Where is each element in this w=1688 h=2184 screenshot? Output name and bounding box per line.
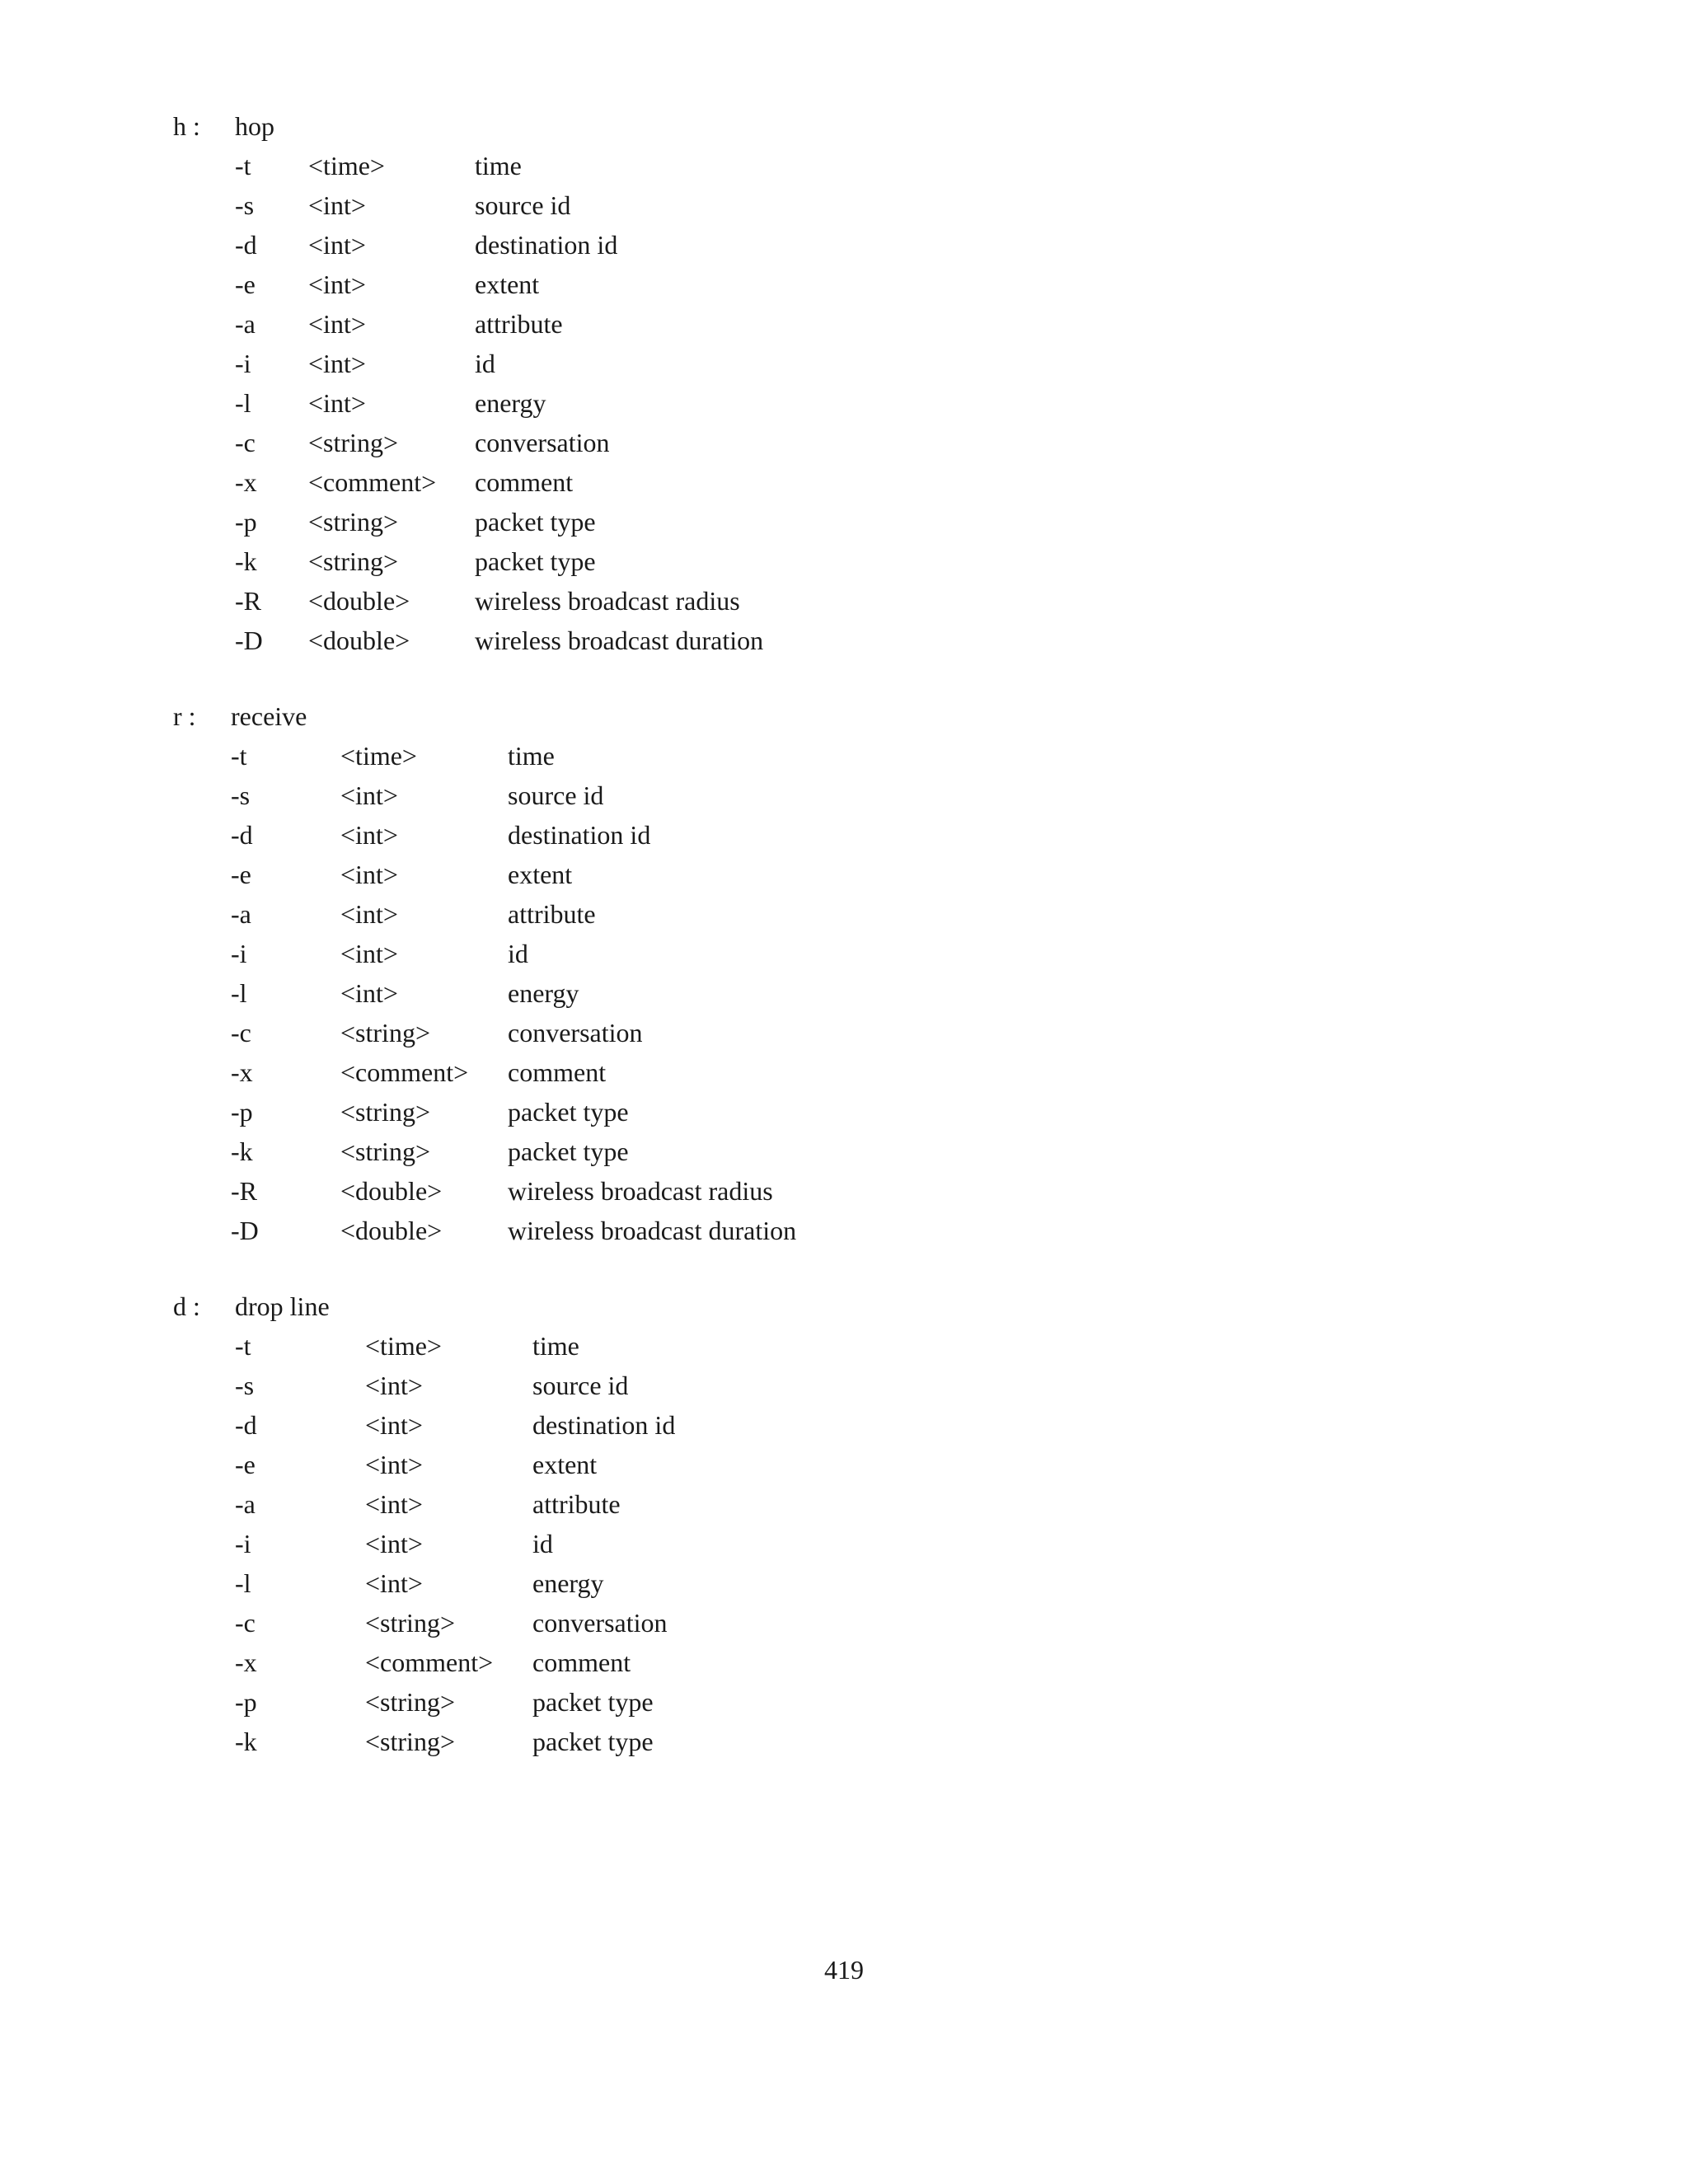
option-flag: -a	[231, 899, 251, 929]
option-row	[0, 1682, 1688, 1722]
event-code: r :	[173, 701, 196, 731]
option-description: wireless broadcast duration	[475, 626, 764, 655]
option-type: <time>	[365, 1331, 442, 1361]
option-row	[0, 502, 1688, 541]
option-description: extent	[508, 860, 573, 889]
option-flag: -i	[235, 349, 251, 378]
option-list	[0, 1326, 1688, 1761]
option-flag: -D	[231, 1216, 259, 1245]
option-description: destination id	[475, 230, 618, 260]
option-flag: -d	[235, 1410, 257, 1440]
option-row	[0, 621, 1688, 660]
option-row	[0, 1132, 1688, 1171]
option-type: <string>	[308, 428, 398, 457]
option-description: destination id	[508, 820, 651, 850]
option-type: <string>	[340, 1137, 430, 1166]
option-type: <int>	[308, 190, 366, 220]
option-description: packet type	[532, 1727, 654, 1756]
option-row	[0, 265, 1688, 304]
option-type: <string>	[365, 1687, 455, 1717]
option-description: source id	[532, 1371, 629, 1400]
option-flag: -e	[235, 269, 256, 299]
option-row	[0, 146, 1688, 185]
option-description: packet type	[508, 1137, 629, 1166]
option-type: <int>	[308, 309, 366, 339]
option-description: attribute	[475, 309, 563, 339]
option-flag: -a	[235, 309, 256, 339]
option-type: <int>	[365, 1529, 423, 1558]
option-type: <string>	[365, 1608, 455, 1638]
option-flag: -e	[235, 1450, 256, 1479]
option-description: packet type	[475, 507, 596, 537]
option-type: <int>	[365, 1450, 423, 1479]
option-row	[0, 815, 1688, 855]
option-description: comment	[475, 467, 574, 497]
option-row	[0, 383, 1688, 423]
option-row	[0, 1445, 1688, 1484]
option-description: id	[508, 939, 528, 968]
option-description: energy	[532, 1568, 604, 1598]
option-flag: -t	[231, 741, 247, 771]
option-type: <double>	[308, 626, 410, 655]
option-row	[0, 462, 1688, 502]
option-list	[0, 146, 1688, 660]
option-type: <double>	[308, 586, 410, 616]
option-type: <string>	[308, 507, 398, 537]
option-row	[0, 304, 1688, 344]
option-description: wireless broadcast radius	[508, 1176, 773, 1206]
option-flag: -t	[235, 1331, 251, 1361]
option-type: <comment>	[365, 1647, 494, 1677]
option-flag: -l	[235, 388, 251, 418]
option-flag: -c	[235, 1608, 256, 1638]
option-row	[0, 973, 1688, 1013]
option-description: destination id	[532, 1410, 676, 1440]
option-row	[0, 1052, 1688, 1092]
option-flag: -d	[231, 820, 253, 850]
option-row	[0, 1092, 1688, 1132]
option-type: <int>	[340, 820, 398, 850]
option-type: <double>	[340, 1216, 443, 1245]
option-type: <int>	[308, 230, 366, 260]
option-type: <int>	[340, 780, 398, 810]
option-type: <comment>	[340, 1057, 469, 1087]
option-description: wireless broadcast radius	[475, 586, 740, 616]
option-description: source id	[508, 780, 604, 810]
option-type: <int>	[365, 1371, 423, 1400]
option-row	[0, 225, 1688, 265]
option-row	[0, 1603, 1688, 1643]
option-type: <comment>	[308, 467, 437, 497]
option-description: wireless broadcast duration	[508, 1216, 797, 1245]
option-row	[0, 1722, 1688, 1761]
option-type: <int>	[365, 1489, 423, 1519]
option-description: comment	[508, 1057, 607, 1087]
option-row	[0, 185, 1688, 225]
option-flag: -p	[231, 1097, 253, 1127]
option-row	[0, 1171, 1688, 1211]
option-description: packet type	[532, 1687, 654, 1717]
option-row	[0, 1366, 1688, 1405]
option-description: packet type	[475, 546, 596, 576]
option-flag: -i	[235, 1529, 251, 1558]
option-type: <string>	[365, 1727, 455, 1756]
option-type: <int>	[365, 1568, 423, 1598]
option-type: <int>	[308, 349, 366, 378]
option-flag: -x	[235, 1647, 257, 1677]
option-description: energy	[508, 978, 579, 1008]
option-description: conversation	[508, 1018, 643, 1047]
option-type: <string>	[340, 1097, 430, 1127]
option-flag: -e	[231, 860, 251, 889]
option-description: packet type	[508, 1097, 629, 1127]
option-flag: -k	[231, 1137, 253, 1166]
option-row	[0, 776, 1688, 815]
option-description: conversation	[532, 1608, 668, 1638]
option-type: <int>	[340, 978, 398, 1008]
option-row	[0, 581, 1688, 621]
option-type: <int>	[308, 388, 366, 418]
option-description: id	[532, 1529, 553, 1558]
option-type: <int>	[340, 899, 398, 929]
option-flag: -l	[235, 1568, 251, 1598]
option-type: <double>	[340, 1176, 443, 1206]
option-row	[0, 1405, 1688, 1445]
option-row	[0, 541, 1688, 581]
option-flag: -R	[231, 1176, 257, 1206]
option-flag: -k	[235, 546, 257, 576]
option-row	[0, 344, 1688, 383]
option-row	[0, 855, 1688, 894]
option-list	[0, 736, 1688, 1250]
event-code: h :	[173, 111, 200, 141]
option-row	[0, 1643, 1688, 1682]
option-flag: -x	[235, 467, 257, 497]
event-code: d :	[173, 1291, 200, 1321]
option-row	[0, 934, 1688, 973]
option-type: <int>	[340, 860, 398, 889]
option-type: <string>	[340, 1018, 430, 1047]
option-row	[0, 1484, 1688, 1524]
option-row	[0, 1211, 1688, 1250]
option-row	[0, 736, 1688, 776]
option-row	[0, 1013, 1688, 1052]
option-row	[0, 894, 1688, 934]
option-description: time	[475, 151, 522, 180]
option-description: time	[532, 1331, 579, 1361]
option-type: <int>	[340, 939, 398, 968]
option-description: attribute	[508, 899, 596, 929]
option-flag: -x	[231, 1057, 253, 1087]
option-flag: -k	[235, 1727, 257, 1756]
option-description: extent	[532, 1450, 598, 1479]
option-type: <string>	[308, 546, 398, 576]
option-flag: -D	[235, 626, 263, 655]
event-name: hop	[235, 111, 274, 141]
option-flag: -i	[231, 939, 247, 968]
option-type: <time>	[308, 151, 385, 180]
option-row	[0, 1563, 1688, 1603]
option-flag: -s	[235, 190, 255, 220]
option-type: <int>	[365, 1410, 423, 1440]
page-number: 419	[824, 1955, 864, 1985]
option-description: time	[508, 741, 555, 771]
option-type: <int>	[308, 269, 366, 299]
option-type: <time>	[340, 741, 417, 771]
option-flag: -d	[235, 230, 257, 260]
event-name: receive	[231, 701, 307, 731]
option-row	[0, 423, 1688, 462]
option-description: extent	[475, 269, 540, 299]
option-flag: -l	[231, 978, 247, 1008]
option-flag: -t	[235, 151, 251, 180]
option-flag: -c	[235, 428, 256, 457]
option-flag: -s	[235, 1371, 255, 1400]
option-description: energy	[475, 388, 546, 418]
option-flag: -s	[231, 780, 251, 810]
event-name: drop line	[235, 1291, 330, 1321]
option-flag: -a	[235, 1489, 256, 1519]
option-flag: -R	[235, 586, 261, 616]
option-description: attribute	[532, 1489, 621, 1519]
option-flag: -p	[235, 1687, 257, 1717]
option-flag: -p	[235, 507, 257, 537]
option-description: comment	[532, 1647, 631, 1677]
option-description: conversation	[475, 428, 610, 457]
option-flag: -c	[231, 1018, 251, 1047]
option-description: source id	[475, 190, 571, 220]
option-row	[0, 1524, 1688, 1563]
option-description: id	[475, 349, 495, 378]
option-row	[0, 1326, 1688, 1366]
